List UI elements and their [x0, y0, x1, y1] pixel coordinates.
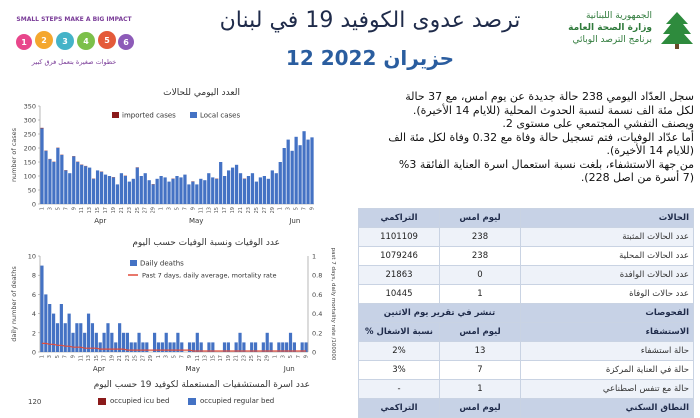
x-tick-label: 23	[125, 355, 131, 361]
campaign-logo	[10, 8, 138, 70]
y-tick-label-right: 0.6	[312, 291, 322, 299]
bar	[108, 176, 111, 204]
bar	[137, 333, 140, 352]
bar	[126, 333, 129, 352]
x-tick-label: 1	[156, 355, 162, 358]
cell-cumulative: 21863	[359, 266, 440, 285]
cell-daily: 7	[440, 361, 521, 380]
bar	[92, 179, 95, 204]
cell-cumulative: 1079246	[359, 247, 440, 266]
bar	[52, 162, 55, 204]
summary-line: لكل مئة الف نسمة لنسبة الحدوث المحلية (للايام 14 الأخيرة).	[358, 104, 694, 118]
daily-cases-svg	[0, 84, 340, 234]
x-tick-label: 5	[55, 207, 61, 210]
x-tick-label: 3	[164, 355, 170, 358]
x-tick-label: 9	[310, 207, 316, 210]
y-tick-label: 2	[32, 329, 36, 337]
bar	[289, 333, 292, 352]
bar	[40, 266, 43, 352]
bar	[152, 184, 155, 204]
table-row	[359, 247, 694, 266]
x-tick-label: 21	[119, 207, 125, 213]
bar	[243, 179, 246, 204]
x-tick-label: 15	[214, 207, 220, 213]
bar	[291, 151, 294, 204]
legend-regular-swatch	[188, 398, 196, 405]
bar	[64, 170, 67, 204]
bar	[112, 177, 115, 204]
bar	[52, 314, 55, 352]
summary-line: سجل العدّاد اليومي 238 حالة جديدة عن يوم امس، مع 37 حالة	[358, 90, 694, 104]
cell-daily: 13	[440, 342, 521, 361]
x-tick-label: 1	[39, 355, 45, 358]
x-tick-label: 27	[140, 355, 146, 361]
table-row	[359, 342, 694, 361]
hospital-beds-chart	[0, 380, 340, 408]
bar	[100, 172, 103, 204]
x-tick-label: 11	[195, 355, 201, 361]
header-cases: الحالات	[521, 209, 694, 228]
x-tick-label: 7	[63, 355, 69, 358]
page-date: 12 حزيران 2022	[180, 46, 560, 70]
deaths-svg	[0, 234, 340, 380]
bar	[44, 151, 47, 204]
legend-deaths-swatch	[130, 260, 137, 266]
bar	[179, 177, 182, 204]
month-label: Apr	[93, 365, 105, 373]
bar	[60, 155, 63, 204]
bar	[148, 180, 151, 204]
svg-text:5: 5	[104, 36, 110, 45]
y-tick-label: 200	[24, 145, 36, 153]
bar	[271, 170, 274, 204]
header-hospitalization: الاستشفاء	[521, 323, 694, 342]
y-tick-label: 0	[32, 349, 36, 357]
bar	[132, 179, 135, 204]
bar	[96, 170, 99, 204]
bar	[263, 176, 266, 204]
x-tick-label: 15	[95, 207, 101, 213]
x-tick-label: 5	[288, 355, 294, 358]
bar	[223, 176, 226, 204]
campaign-top-text: SMALL STEPS MAKE A BIG IMPACT	[16, 16, 132, 23]
bar	[159, 176, 162, 204]
bar	[255, 182, 258, 204]
legend-local-label: Local cases	[200, 112, 240, 120]
x-tick-label: 29	[151, 207, 157, 213]
svg-text:1: 1	[21, 38, 27, 47]
cell-label: حالة مع تنفس اصطناعي	[521, 380, 694, 399]
bar	[295, 137, 298, 204]
month-label: Jun	[288, 217, 300, 225]
x-tick-label: 13	[87, 207, 93, 213]
table-row	[359, 380, 694, 399]
x-tick-label: 11	[79, 207, 85, 213]
header-daily: ليوم امس	[440, 399, 521, 418]
bar	[56, 148, 59, 204]
bar	[215, 179, 218, 204]
bar	[247, 176, 250, 204]
bar	[275, 173, 278, 204]
table-row	[359, 285, 694, 304]
x-tick-label: 5	[55, 355, 61, 358]
x-tick-label: 21	[117, 355, 123, 361]
bar	[251, 173, 254, 204]
bar	[76, 162, 79, 204]
bar	[279, 162, 282, 204]
month-label: Jun	[283, 365, 295, 373]
x-tick-label: 13	[206, 207, 212, 213]
svg-text:2: 2	[41, 36, 47, 45]
summary-line: أما عدّاد الوفيات، فتم تسجيل حالة وفاة مع 0.32 وفاة لكل مئة الف	[358, 131, 694, 145]
bar	[259, 177, 262, 204]
x-tick-label: 5	[172, 355, 178, 358]
header-cumulative: التراكمي	[359, 399, 440, 418]
x-tick-label: 17	[102, 355, 108, 361]
bar	[196, 333, 199, 352]
cell-daily: 238	[440, 247, 521, 266]
x-tick-label: 9	[71, 207, 77, 210]
bar	[114, 342, 117, 352]
bar	[71, 333, 74, 352]
bar	[99, 342, 102, 352]
x-tick-label: 21	[234, 355, 240, 361]
tests-note: تنشر في تقرير يوم الاثنين	[359, 304, 521, 323]
x-tick-label: 1	[159, 207, 165, 210]
y-tick-label: 100	[24, 173, 36, 181]
bar	[231, 168, 234, 204]
cedar-icon	[660, 10, 694, 50]
stats-table	[358, 208, 694, 418]
cell-occupancy: -	[359, 380, 440, 399]
cell-occupancy: 3%	[359, 361, 440, 380]
legend-icu-label: occupied icu bed	[110, 397, 169, 405]
summary-line: ويصنف التفشي المجتمعي على مستوى 2.	[358, 117, 694, 131]
y-axis-label: daily number of deaths	[10, 266, 18, 342]
header-daily: ليوم امس	[440, 209, 521, 228]
bar	[211, 177, 214, 204]
x-tick-label: 25	[254, 207, 260, 213]
svg-text:4: 4	[83, 37, 89, 46]
bar	[306, 140, 309, 204]
bar	[80, 165, 83, 204]
cell-label: عدد الحالات المثبتة	[521, 228, 694, 247]
month-label: Apr	[94, 217, 106, 225]
summary-line: من جهة الاستشفاء، بلغت نسبة استعمال اسرة العناية الفائقة 3%	[358, 158, 694, 172]
bar	[171, 179, 174, 204]
month-label: May	[189, 217, 203, 225]
bar	[95, 333, 98, 352]
bar-imported	[40, 128, 43, 129]
legend-rate-label: Past 7 days, daily average, mortality rate	[142, 272, 276, 280]
x-tick-label: 5	[294, 207, 300, 210]
x-tick-label: 3	[167, 207, 173, 210]
report-header	[0, 0, 700, 82]
y-axis-label: number of cases	[10, 127, 18, 182]
cedar-logo	[660, 10, 694, 50]
header-residence: النطاق السكني	[521, 399, 694, 418]
bar	[235, 165, 238, 204]
x-tick-label: 11	[198, 207, 204, 213]
chart3-title: عدد اسرة المستشفيات المستعملة لكوفيد 19 حسب اليوم	[60, 380, 310, 390]
y-tick-label: 10	[28, 253, 36, 261]
bar	[267, 179, 270, 204]
page-title: ترصد عدوى الكوفيد 19 في لبنان	[180, 8, 560, 33]
bar	[64, 323, 67, 352]
x-tick-label: 17	[103, 207, 109, 213]
y-tick-label-right: 0.4	[312, 310, 322, 318]
bar	[128, 182, 131, 204]
y-tick-label: 8	[32, 272, 36, 280]
ministry-line-3: برنامج الترصد الوبائي	[562, 34, 652, 46]
x-tick-label: 7	[63, 207, 69, 210]
x-tick-label: 9	[304, 355, 310, 358]
bar	[84, 166, 87, 204]
bar	[144, 173, 147, 204]
cell-daily: 1	[440, 380, 521, 399]
bar	[266, 333, 269, 352]
y-tick-label-right: 1	[312, 253, 316, 261]
bar	[203, 180, 206, 204]
x-tick-label: 27	[143, 207, 149, 213]
x-tick-label: 25	[133, 355, 139, 361]
header-tests: الفحوصات	[521, 304, 694, 323]
x-tick-label: 29	[265, 355, 271, 361]
ministry-name	[562, 10, 652, 46]
cell-daily: 238	[440, 228, 521, 247]
bar	[310, 137, 313, 204]
residence-header-row	[359, 399, 694, 418]
bar	[136, 168, 139, 204]
bar	[219, 162, 222, 204]
x-tick-label: 13	[86, 355, 92, 361]
x-tick-label: 11	[78, 355, 84, 361]
y-tick-label: 350	[24, 103, 36, 111]
y-tick-label-right: 0	[312, 349, 316, 357]
x-tick-label: 1	[278, 207, 284, 210]
bar	[227, 170, 230, 204]
x-tick-label: 19	[226, 355, 232, 361]
legend-regular-label: occupied regular bed	[200, 397, 274, 405]
y-axis-label-right: past 7 days, daily mortality rate /100000	[330, 248, 336, 361]
bar	[287, 140, 290, 204]
x-tick-label: 25	[249, 355, 255, 361]
bar	[183, 175, 186, 204]
cell-cumulative: 10445	[359, 285, 440, 304]
table-row	[359, 361, 694, 380]
bar	[56, 323, 59, 352]
x-tick-label: 1	[272, 355, 278, 358]
bar	[298, 145, 301, 204]
table-row	[359, 228, 694, 247]
x-tick-label: 3	[280, 355, 286, 358]
bar	[167, 182, 170, 204]
x-tick-label: 1	[39, 207, 45, 210]
campaign-logo-graphic	[10, 8, 138, 70]
bar	[40, 128, 43, 204]
bar	[199, 179, 202, 204]
y-tick-label: 4	[32, 310, 36, 318]
bar	[120, 173, 123, 204]
legend-deaths-label: Daily deaths	[140, 260, 184, 268]
x-tick-label: 7	[179, 355, 185, 358]
x-tick-label: 5	[175, 207, 181, 210]
ministry-line-1: الجمهورية اللبنانية	[562, 10, 652, 22]
bar	[239, 173, 242, 204]
y-tick-label-right: 0.2	[312, 329, 322, 337]
bar	[175, 176, 178, 204]
x-tick-label: 9	[187, 355, 193, 358]
legend-icu-swatch	[98, 398, 106, 405]
bar	[116, 184, 119, 204]
cell-daily: 0	[440, 266, 521, 285]
tests-header-row	[359, 304, 694, 323]
cell-daily: 1	[440, 285, 521, 304]
header-cumulative: التراكمي	[359, 209, 440, 228]
bar	[48, 159, 51, 204]
bar	[156, 179, 159, 204]
bar	[68, 173, 71, 204]
x-tick-label: 3	[286, 207, 292, 210]
table-row	[359, 266, 694, 285]
x-tick-label: 7	[182, 207, 188, 210]
x-tick-label: 15	[210, 355, 216, 361]
bar	[191, 182, 194, 204]
x-tick-label: 23	[241, 355, 247, 361]
x-tick-label: 7	[296, 355, 302, 358]
campaign-bottom-text: خطوات صغيرة بتعمل فرق كبير	[31, 58, 116, 66]
bar	[283, 148, 286, 204]
x-tick-label: 29	[148, 355, 154, 361]
ministry-line-2: وزارة الصحة العامة	[562, 22, 652, 34]
bar	[124, 176, 127, 204]
svg-text:3: 3	[62, 37, 68, 46]
x-tick-label: 25	[135, 207, 141, 213]
cell-label: عدد حالات الوفاة	[521, 285, 694, 304]
bar	[118, 323, 121, 352]
chart1-title: العدد اليومي للحالات	[100, 88, 240, 98]
y-tick-label: 6	[32, 291, 36, 299]
x-tick-label: 3	[47, 355, 53, 358]
x-tick-label: 17	[222, 207, 228, 213]
bar	[87, 314, 90, 352]
cell-cumulative: 1101109	[359, 228, 440, 247]
x-tick-label: 9	[71, 355, 77, 358]
daily-cases-chart	[0, 84, 340, 234]
y-tick-label: 150	[24, 159, 36, 167]
legend-imported-swatch	[112, 112, 119, 118]
bar	[106, 323, 109, 352]
summary-text	[358, 90, 694, 185]
y-tick-label: 300	[24, 117, 36, 125]
cases-header-row	[359, 209, 694, 228]
bar	[163, 177, 166, 204]
legend-imported-label: imported cases	[122, 112, 176, 120]
y-tick-label: 50	[28, 187, 36, 195]
x-tick-label: 23	[246, 207, 252, 213]
svg-text:6: 6	[123, 38, 129, 47]
bar	[72, 156, 75, 204]
deaths-chart	[0, 234, 340, 380]
bar	[153, 333, 156, 352]
x-tick-label: 27	[257, 355, 263, 361]
bar	[140, 176, 143, 204]
header-occupancy: % نسبة الاشغال	[359, 323, 440, 342]
y-tick-label: 250	[24, 131, 36, 139]
bar	[187, 184, 190, 204]
x-tick-label: 13	[203, 355, 209, 361]
x-tick-label: 9	[190, 207, 196, 210]
bar	[83, 333, 86, 352]
x-tick-label: 19	[111, 207, 117, 213]
x-tick-label: 7	[302, 207, 308, 210]
bar	[165, 333, 168, 352]
chart3-ytick: 120	[28, 398, 41, 406]
bar	[207, 173, 210, 204]
x-tick-label: 23	[127, 207, 133, 213]
x-tick-label: 15	[94, 355, 100, 361]
bar	[302, 131, 305, 204]
x-tick-label: 3	[47, 207, 53, 210]
x-tick-label: 27	[262, 207, 268, 213]
chart2-title: عدد الوفيات ونسبة الوفيات حسب اليوم	[90, 238, 280, 248]
y-tick-label: 0	[32, 201, 36, 209]
x-tick-label: 19	[230, 207, 236, 213]
x-tick-label: 29	[270, 207, 276, 213]
bar	[238, 333, 241, 352]
summary-line: (للايام 14 الأخيرة).	[358, 144, 694, 158]
x-tick-label: 19	[109, 355, 115, 361]
cell-label: عدد الحالات المحلية	[521, 247, 694, 266]
summary-line: (7 أسرة من اصل 228).	[358, 171, 694, 185]
bar	[88, 168, 91, 204]
bar	[176, 333, 179, 352]
legend-local-swatch	[190, 112, 197, 118]
bar	[195, 184, 198, 204]
hosp-header-row	[359, 323, 694, 342]
x-tick-label: 17	[218, 355, 224, 361]
cell-label: عدد الحالات الوافدة	[521, 266, 694, 285]
month-label: May	[186, 365, 200, 373]
cell-label: حالة في العناية المركزة	[521, 361, 694, 380]
cell-label: حالة استشفاء	[521, 342, 694, 361]
header-daily: ليوم امس	[440, 323, 521, 342]
y-tick-label-right: 0.8	[312, 272, 322, 280]
x-tick-label: 21	[238, 207, 244, 213]
bar	[104, 175, 107, 204]
cell-occupancy: 2%	[359, 342, 440, 361]
